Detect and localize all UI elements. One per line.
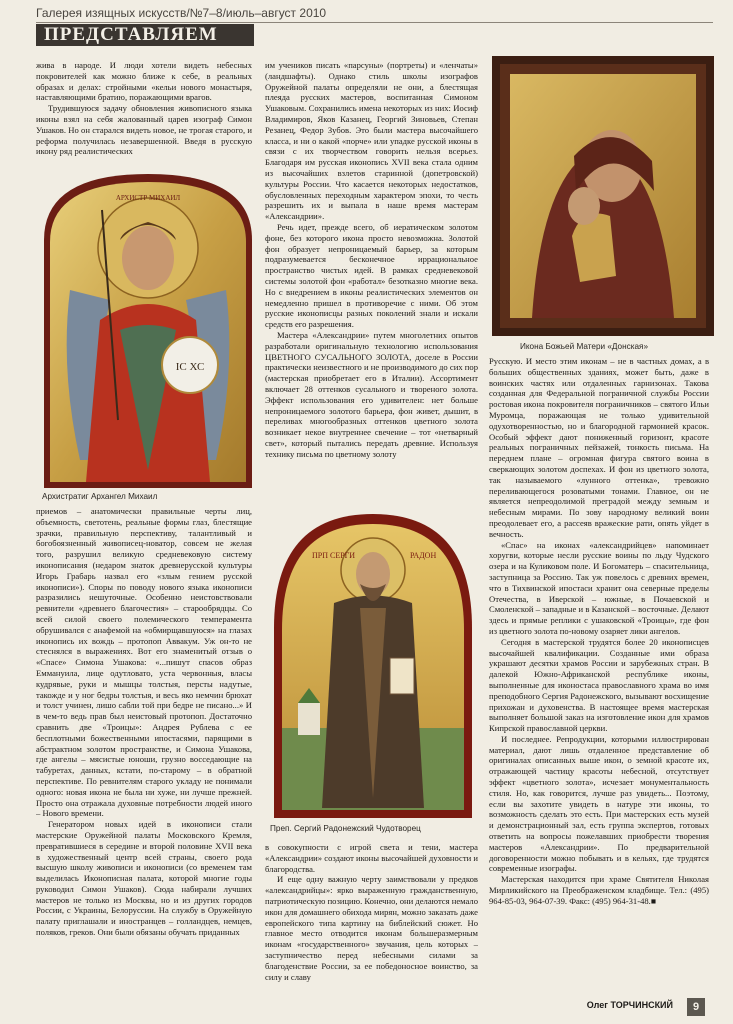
- page-number: 9: [687, 998, 705, 1016]
- sergiy-inscription-right: РАДОН: [410, 551, 437, 560]
- column-3: [489, 356, 709, 996]
- sergiy-illustration: [268, 508, 478, 818]
- magazine-header: [0, 0, 733, 24]
- magazine-header-text: Галерея изящных искусств/№7–8/июль–август 2010: [36, 6, 327, 20]
- paragraph: И последнее. Репродукции, которыми иллюстрирован материал, дают лишь отдаленное представление об оригиналах описанных выше икон, о земной красоте их, отражающей частицу красоты небесной, отсутствует эффект «цветного золота», исчезает монументальность стиля. Но, как говорится, лучше раз увидеть... Поэтому, если вы захотите увидеть в натуре эти иконы, то возможность сделать это есть. При мастерских есть музей и демонстрационный зал, есть группа экспертов, готовых ответить на вопросы пожелавших приобрести творения мастеров «Александрии». По предварительной договоренности можно побывать и в кельях, где трудятся современные изографы.: [489, 733, 709, 874]
- paragraph: Генератором новых идей в иконописи стали мастерские Оружейной палаты Московского Кремля, превратившиеся в середине и второй половине XVII века в художественный центр всей страны, своего рода высшую школу живописи и иконописи (со временем там выделилась Иконописная палата, которой многие годы руководил Симон Ушаков). Сюда набирали лучших мастеров не только из Москвы, но и из других городов России, с Украины, Белоруссии. На службу в Оружейную палату приглашали и иностранцев – голландцев, немцев, поляков, греков. Они были обязаны обучать приданных: [36, 819, 252, 938]
- donskaya-illustration: [492, 56, 714, 336]
- section-title: ПРЕДСТАВЛЯЕМ: [36, 24, 254, 46]
- archangel-michael-icon-image: [40, 170, 256, 488]
- paragraph: в совокупности с игрой света и тени, мастера «Александрии» создают иконы высочайшей духовности и благородства.: [265, 842, 478, 874]
- archangel-michael-illustration: [40, 170, 256, 488]
- article-author: Олег ТОРЧИНСКИЙ: [586, 1000, 673, 1010]
- caption-donskaya: Икона Божьей Матери «Донская»: [520, 342, 649, 351]
- donskaya-icon-image: [492, 56, 714, 336]
- paragraph: приемов – анатомически правильные черты лиц, объемность, светотень, реальные формы глаз, блестящие зрачки, правильную перспективу, талантливый и богобоязненный живописец-новатор, совсем не желая того, разрушил великую средневековую систему иконописания (недаром знаток древнерусской культуры Игорь Грабарь назвал его «злым гением русской иконописи»). Споры по поводу нового языка иконописи разразились нешуточные. Особенно неистовствовали ревнители «древнего благочестия» – старообрядцы. Со всей силой своего полемического темперамента обрушивался с анафемой на «обмирщавшуюся» на глазах иконопись их вождь – протопоп Аввакум. Уж он-то не стеснялся в выражениях. Вот его знаменитый отзыв о «Спасе» Симона Ушакова: «...пишут спасов образ Еммануила, лице одутловато, уста червонныя, власы кудрявые, руки и мышцы толстыя, персты надутые, такожде и у ног бедры толстыя, и весь яко немчин брюхат и толст учинен, лишо сабли той при бедре не писано...» И в чем-то ведь прав был неистовый протопоп. Достаточно сравнить две «Троицы»: Андрея Рублева с ее бесплотными божественными ипостасями, парящими в абстрактном золотом пространстве, и Симона Ушакова, где ангелы – мясистые юноши, грузно восседающие на табуретах, данных, кстати, по-старому – в обратной перспективе. По ревнителям старого укладу не понимали одного: новая икона не была ни хуже, ни лучше прежней. Просто она отражала духовные потребности людей иного – Нового времени.: [36, 506, 252, 819]
- paragraph: Русскую. И место этим иконам – не в частных домах, а в больших общественных зданиях, может быть, даже в воинских частях или отдаленных гарнизонах. Такова созданная для Федеральной пограничной службы России ростовая икона покровителя пограничников – святого Ильи Муромца, поражающая не только удивительной одухотворенностью, но и благородной гармонией красок. Особый эффект дают пониженный горизонт, красоте реальных пограничных пейзажей, тонкость письма. На переднем плане – огромная фигура святого воина в сверкающих золотом доспехах. И фон из цветного золота, так называемого «лунного оттенка», тревожно переливающегося розоватыми тонами. Главное, он не является непреодолимой преградой между земным и небесным мирами. По зову народному великий воин преодолевает его, а рассеяв вражеские рати, опять уйдет в вечность.: [489, 356, 709, 539]
- halo-inscription: АРХИСТР МИХАИЛ: [115, 194, 181, 202]
- paragraph: Трудившуюся задачу обновления живописного языка иконы взял на себя жалованный царев изограф Симон Ушаков. Но он старался видеть новое, не трогая старого, и реформа получилась незавершенной. Введя в русскую икону ряд реалистических: [36, 103, 252, 157]
- paragraph: И еще одну важную черту заимствовали у предков «александрийцы»: ярко выраженную гражданственную, патриотическую позицию. Конечно, они делаются немало икон для домашнего обихода мирян, можно заказать даже европейского типа картину на библейский сюжет. Но главное место отводится иконам большеразмерным иконам «государственного» звучания, цель которых – заступничество перед небесными силами за благоденствие России, за ее победоносное воинство, за силу и славу: [265, 874, 478, 982]
- paragraph: Мастерская находится при храме Святителя Николая Мирликийского на Преображенском кладбище. Тел.: (495) 964-85-03, 964-07-39. Факс: (495) 964-31-48.■: [489, 874, 709, 906]
- paragraph: жива в народе. И люди хотели видеть небесных покровителей как можно ближе к себе, в реальных образах и делах: стройными «кельи нового монастыря, наставляющими братию, поражающими врагов.: [36, 60, 252, 103]
- header-rule: [36, 22, 713, 23]
- caption-michael: Архистратиг Архангел Михаил: [42, 492, 158, 501]
- paragraph: «Спас» на иконах «александрийцев» напоминает хоругви, которые несли русские воины по льду Чудского озера и на Куликовом поле. И Богоматерь – спасительница, заступница за Россию. Так уж повелось с древних времен, что в Тихвинской ипостаси хранит она северные пределы Отечества, в Иверской – южные, в Почаевской и Смоленской – западные и в Казанской – восточные. Делают здесь и прямые реплики с ушаковской «Троицы», где фон из цветного золота по-новому озаряет лики ангелов.: [489, 539, 709, 636]
- orb-inscription: ІС ХС: [175, 361, 205, 373]
- sergiy-radonezhsky-icon-image: [268, 508, 478, 818]
- column-2-bottom: [265, 842, 478, 1002]
- column-1-bottom: [36, 506, 252, 998]
- column-1-top: [36, 60, 252, 168]
- sergiy-inscription-left: ПРП СЕРГИ: [312, 551, 356, 560]
- column-2-top: [265, 60, 478, 504]
- paragraph: Речь идет, прежде всего, об иератическом золотом фоне, без которого икона просто невозможна. Золотой фон образует непроницаемый барьер, за которым подразумевается бесконечное иррациональное пространство чистых идей. В рамках средневековой системы золотой фон «работал» безотказно многие века. Но с внедрением в иконы реалистических элементов он немедленно пришел в противоречие с ними. Об этом русские иконописцы разных поколений знали и искали средств его разрешения.: [265, 221, 478, 330]
- paragraph: Мастера «Александрии» путем многолетних опытов разработали оригинальную технологию использования ЦВЕТНОГО СУСАЛЬНОГО ЗОЛОТА, доселе в России практически неизвестного и не производимого до сих пор (мастерская приобретает его в Италии). Ассортимент включает 28 оттенков сусального и твореного золота. Эффект использования его удивителен: нет больше непроницаемого золотого барьера, фон живет, дышит, в переливах многообразных оттенков цветного золота возникает некое внутреннее свечение – тот «нетварный свет», который пытались передать древние. Используя технику письма по цветному золоту: [265, 329, 478, 459]
- paragraph: Сегодня в мастерской трудятся более 20 иконописцев высочайшей квалификации. Созданные ими образа украшают десятки храмов России и зарубежных стран. В далекой Южно-Африканской республике иконы, выполненные для иконостаса православного храма во имя преподобного Сергия Радонежского, вызывают восхищение прихожан и духовенства. В настоящее время мастерская выполняет большой заказ на изготовление икон для храмов Кипрской православной церкви.: [489, 636, 709, 734]
- paragraph: им учеников писать «парсуны» (портреты) и «ленчаты» (ландшафты). Однако стиль школы изографов Оружейной палаты определяли не они, а блестящая плеяда русских мастеров, воспитанная Симоном Ушаковым. Сохранились имена некоторых из них: Иосиф Владимиров, Яков Казанец, Георгий Зиновьев, Степан Резанец, Федор Зубов. Это были мастера высочайшего класса, и ни о какой «порче» или упадке русской иконы в связи с их творчеством говорить нельзя всерьез. Благодаря им русская иконопись XVII века стала одним из высочайших взлетов старинной (допетровской) культуры России. Что касается некоторых недостатков, обусловленных переходным характером эпохи, то честь разрешить их и выпала в наше время мастерам «Александрии».: [265, 60, 478, 222]
- caption-sergiy: Преп. Сергий Радонежский Чудотворец: [270, 824, 421, 833]
